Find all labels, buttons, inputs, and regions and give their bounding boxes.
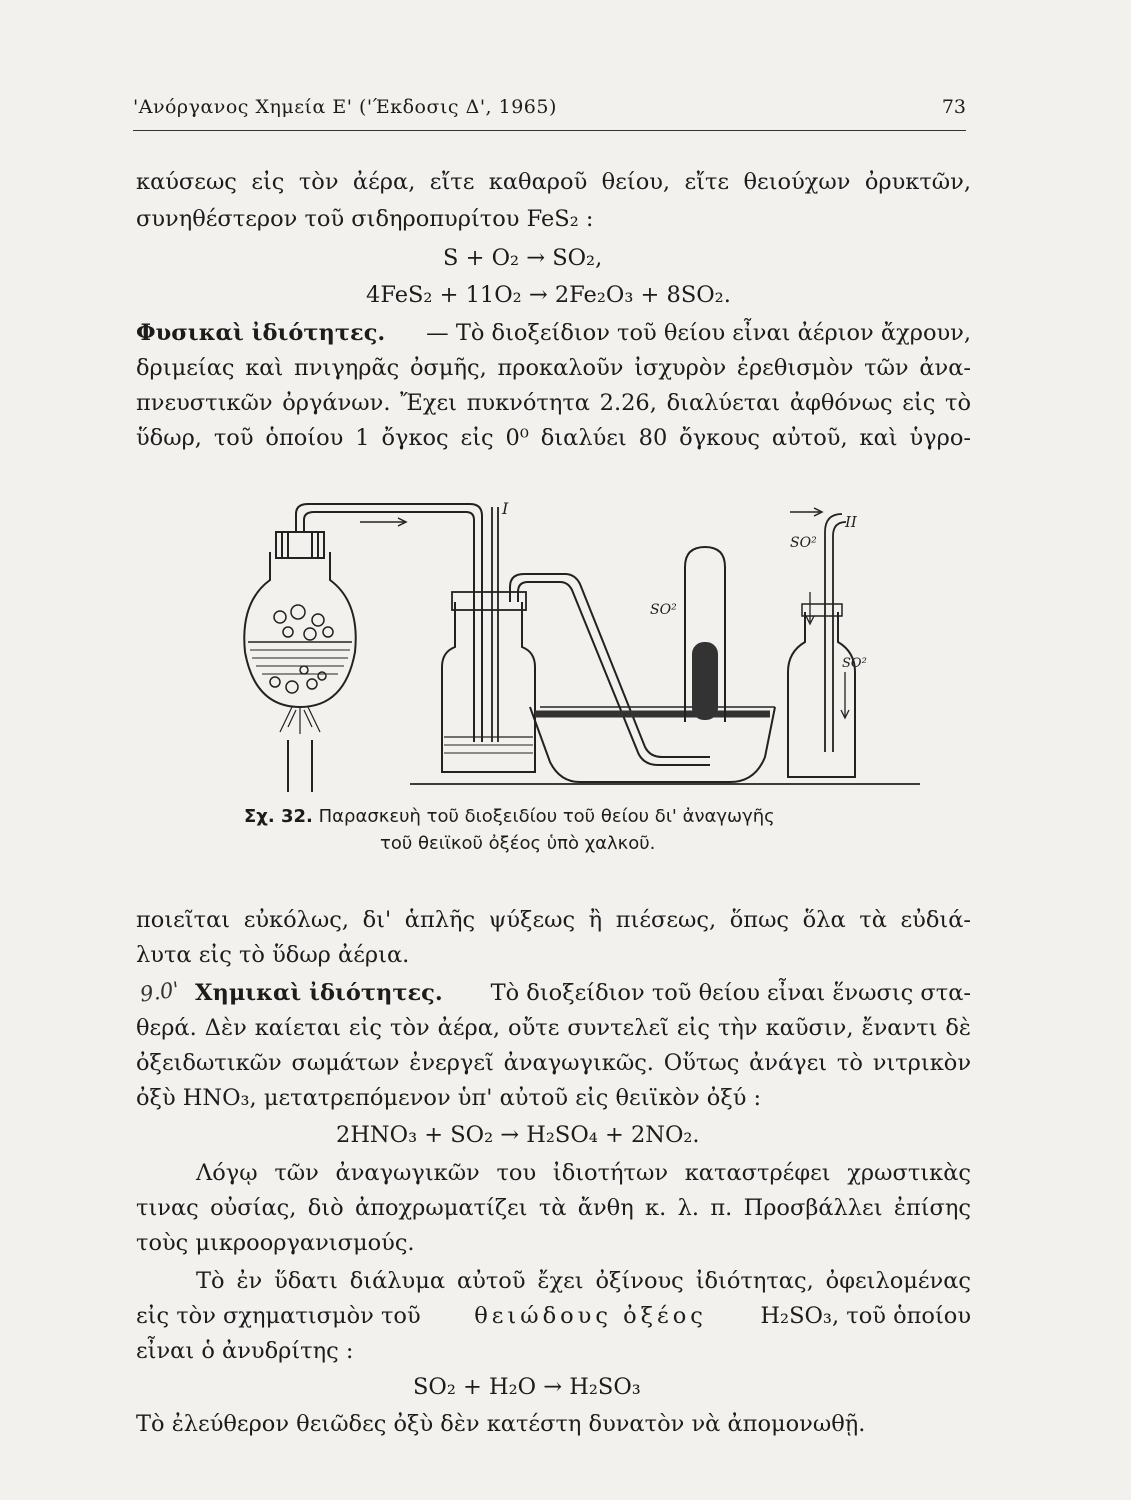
physical-properties-heading: Φυσικαὶ ἰδιότητες. <box>136 320 386 346</box>
text-segment: — Τὸ διοξείδιον τοῦ θείου εἶναι ἀέριον ἄχρουν, <box>426 320 971 346</box>
figure-caption-line1 <box>244 805 944 829</box>
text-line: εἶναι ὁ ἀνυδρίτης : <box>136 1338 354 1364</box>
text-line: πνευστικῶν ὀργάνων. Ἔχει πυκνότητα 2.26, διαλύεται ἀφθόνως εἰς τὸ <box>136 390 971 416</box>
text-line: τοὺς μικροοργανισμούς. <box>136 1230 415 1256</box>
equation-pyrite-roasting: 4FeS₂ + 11O₂ → 2Fe₂O₃ + 8SO₂. <box>366 282 731 308</box>
label-so2-top: SO² <box>790 535 817 551</box>
text-line: ποιεῖται εὐκόλως, δι' ἁπλῆς ψύξεως ἢ πιέσεως, ὅπως ὅλα τὰ εὐδιά- <box>136 907 971 933</box>
text-line: ὕδωρ, τοῦ ὁποίου 1 ὄγκος εἰς 0⁰ διαλύει 80 ὄγκους αὐτοῦ, καὶ ὑγρο- <box>136 425 971 451</box>
apparatus-figure <box>230 492 920 792</box>
figure-caption-line2: τοῦ θειϊκοῦ ὀξέος ὑπὸ χαλκοῦ. <box>380 833 656 854</box>
handwritten-margin-note: 9.0' <box>138 977 181 1007</box>
running-header <box>133 92 966 131</box>
figure-number: Σχ. 32. <box>244 806 313 827</box>
physical-properties-line <box>136 318 971 348</box>
text-line: καύσεως εἰς τὸν ἀέρα, εἴτε καθαροῦ θείου, εἴτε θειούχων ὀρυκτῶν, <box>136 169 971 195</box>
sulfurous-acid-term: θειώδους ὀξέος <box>474 1303 707 1329</box>
text-line: Τὸ ἐλεύθερον θειῶδες ὀξὺ δὲν κατέστη δυνατὸν νὰ ἀπομονωθῇ. <box>136 1411 866 1437</box>
header-title: 'Ανόργανος Χημεία Ε' ('Έκδοσις Δ', 1965) <box>133 96 557 118</box>
equation-sulfur-combustion: S + O₂ → SO₂, <box>443 245 603 271</box>
label-II: II <box>845 513 857 531</box>
stopper <box>276 532 324 558</box>
text-line: συνηθέστερον τοῦ σιδηροπυρίτου FeS₂ : <box>136 206 594 232</box>
chemical-properties-line <box>195 978 971 1008</box>
text-line: δριμείας καὶ πνιγηρᾶς ὀσμῆς, προκαλοῦν ἰσχυρὸν ἐρεθισμὸν τῶν ἀνα- <box>136 355 971 381</box>
text-segment: Τὸ διοξείδιον τοῦ θείου εἶναι ἕνωσις στα- <box>490 980 971 1006</box>
copper-pieces <box>270 605 333 693</box>
label-so2-bottle: SO² <box>842 656 867 671</box>
text-line: ὀξὺ HNO₃, μετατρεπόμενον ὑπ' αὐτοῦ εἰς θειϊκὸν ὀξύ : <box>136 1085 762 1111</box>
text-line: Λόγῳ τῶν ἀναγωγικῶν του ἰδιοτήτων καταστρέφει χρωστικὰς <box>196 1160 971 1186</box>
burner <box>288 740 312 792</box>
label-I: I <box>502 499 509 518</box>
text-line: Τὸ ἐν ὕδατι διάλυμα αὐτοῦ ἔχει ὀξίνους ἰδιότητας, ὀφειλομένας <box>196 1268 971 1294</box>
text-line: λυτα εἰς τὸ ὕδωρ ἀέρια. <box>136 942 410 968</box>
pneumatic-trough <box>530 707 775 782</box>
label-so2-tube: SO² <box>650 602 677 618</box>
chemical-properties-heading: Χημικαὶ ἰδιότητες. <box>195 980 443 1006</box>
connecting-tube <box>510 574 710 757</box>
round-flask <box>244 552 355 707</box>
text-line: τινας οὐσίας, διὸ ἀποχρωματίζει τὰ ἄνθη κ. λ. π. Προσβάλλει ἐπίσης <box>136 1195 971 1221</box>
text-line: θερά. Δὲν καίεται εἰς τὸν ἀέρα, οὔτε συντελεῖ εἰς τὴν καῦσιν, ἔναντι δὲ <box>136 1015 971 1041</box>
equation-sulfurous-acid: SO₂ + H₂O → H₂SO₃ <box>413 1374 641 1400</box>
page-number: 73 <box>941 96 966 118</box>
wash-bottle <box>442 602 535 772</box>
text-line: ὀξειδωτικῶν σωμάτων ἐνεργεῖ ἀναγωγικῶς. Οὕτως ἀνάγει τὸ νιτρικὸν <box>136 1050 971 1076</box>
equation-nitric-acid-reduction: 2HNO₃ + SO₂ → H₂SO₄ + 2NO₂. <box>336 1122 700 1148</box>
text-segment: εἰς τὸν σχηματισμὸν τοῦ <box>136 1303 421 1329</box>
text-line-sulfurous-acid <box>136 1301 971 1331</box>
text-segment: H₂SO₃, τοῦ ὁποίου <box>760 1303 971 1329</box>
caption-text: Παρασκευὴ τοῦ διοξειδίου τοῦ θείου δι' ἀναγωγῆς <box>318 806 775 827</box>
